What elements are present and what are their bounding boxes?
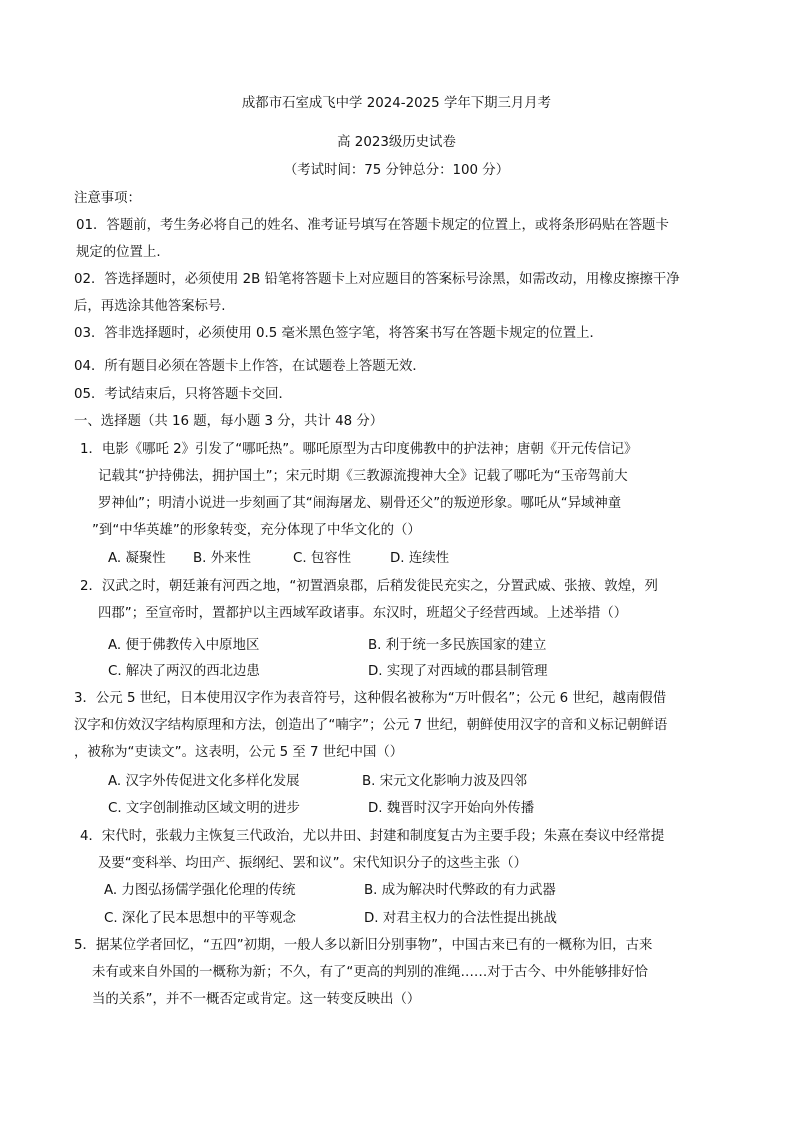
option-c: C. 深化了民本思想中的平等观念: [104, 911, 296, 926]
option-d: D. 实现了对西域的郡县制管理: [368, 664, 548, 679]
option-d: D. 连续性: [390, 551, 449, 566]
section-heading: 一、选择题（共 16 题，每小题 3 分，共计 48 分）: [74, 414, 384, 429]
notice-line: 03．答非选择题时，必须使用 0.5 毫米黑色签字笔，将答案书写在答题卡规定的位置上．: [74, 326, 603, 341]
option-d: D. 对君主权力的合法性提出挑战: [364, 911, 557, 926]
notice-line: 02．答选择题时，必须使用 2B 铅笔将答题卡上对应题目的答案标号涂黑，如需改动，用橡皮擦擦干净: [74, 272, 680, 287]
question-line: 1．电影《哪吒 2》引发了“哪吒热”。哪吒原型为古印度佛教中的护法神；唐朝《开元传信记》: [80, 442, 638, 457]
option-d: D. 魏晋时汉字开始向外传播: [368, 801, 535, 816]
question-line: 汉字和仿效汉字结构原理和方法，创造出了“喃字”；公元 7 世纪，朝鲜使用汉字的音和义标记朝鲜语: [74, 718, 668, 733]
option-c: C. 包容性: [293, 551, 352, 566]
question-line: 3．公元 5 世纪，日本使用汉字作为表音符号，这种假名被称为“万叶假名”；公元 6 世纪，越南假借: [74, 691, 667, 706]
option-b: B. 利于统一多民族国家的建立: [368, 638, 547, 653]
notice-line: 04．所有题目必须在答题卡上作答，在试题卷上答题无效．: [74, 359, 426, 374]
option-b: B. 宋元文化影响力波及四邻: [362, 774, 527, 789]
notice-heading: 注意事项：: [74, 191, 141, 206]
option-a: A. 汉字外传促进文化多样化发展: [108, 774, 300, 789]
notice-line: 01．答题前，考生务必将自己的姓名、准考证号填写在答题卡规定的位置上，或将条形码贴在答题卡: [76, 218, 669, 233]
option-a: A. 便于佛教传入中原地区: [108, 638, 260, 653]
question-line: ”到“中华英雄”的形象转变，充分体现了中华文化的（）: [92, 523, 421, 538]
option-c: C. 解决了两汉的西北边患: [108, 664, 260, 679]
question-line: 未有或来自外国的一概称为新；不久，有了“更高的判别的准绳……对于古今、中外能够排好恰: [92, 965, 648, 980]
option-a: A. 凝聚性: [108, 551, 166, 566]
notice-line: 05．考试结束后，只将答题卡交回．: [74, 387, 292, 402]
exam-title: 成都市石室成飞中学 2024-2025 学年下期三月月考: [241, 96, 552, 111]
question-line: 2．汉武之时，朝廷兼有河西之地，“初置酒泉郡，后稍发徙民充实之，分置武威、张掖、敦煌，列: [80, 579, 658, 594]
option-b: B. 外来性: [193, 551, 251, 566]
question-line: 罗神仙”；明清小说进一步刻画了其“闹海屠龙、剔骨还父”的叛逆形象。哪吒从“异域神童: [98, 496, 622, 511]
exam-subtitle: 高 2023级历史试卷: [337, 135, 456, 150]
question-line: ，被称为“吏读文”。这表明，公元 5 至 7 世纪中国（）: [74, 745, 404, 760]
question-line: 及要“变科举、均田产、振纲纪、罢和议”。宋代知识分子的这些主张（）: [98, 856, 527, 871]
question-line: 当的关系”，并不一概否定或肯定。这一转变反映出（）: [92, 992, 421, 1007]
option-c: C. 文字创制推动区域文明的进步: [108, 801, 300, 816]
exam-info: （考试时间：75 分钟总分：100 分）: [283, 163, 510, 178]
question-line: 记载其“护持佛法，拥护国土”；宋元时期《三教源流搜神大全》记载了哪吒为“玉帝驾前大: [98, 469, 628, 484]
question-line: 5．据某位学者回忆，“五四”初期，一般人多以新旧分别事物”，中国古来已有的一概称为旧，古来: [74, 938, 653, 953]
question-line: 4．宋代时，张载力主恢复三代政治，尤以井田、封建和制度复古为主要手段；朱熹在奏议中经常提: [80, 829, 665, 844]
option-a: A. 力图弘扬儒学强化伦理的传统: [104, 883, 296, 898]
option-b: B. 成为解决时代弊政的有力武器: [364, 883, 556, 898]
question-line: 四郡”；至宣帝时，置都护以主西域军政诸事。东汉时，班超父子经营西域。上述举措（）: [98, 606, 628, 621]
notice-line: 后，再选涂其他答案标号.: [74, 299, 226, 314]
notice-line: 规定的位置上.: [76, 245, 161, 260]
